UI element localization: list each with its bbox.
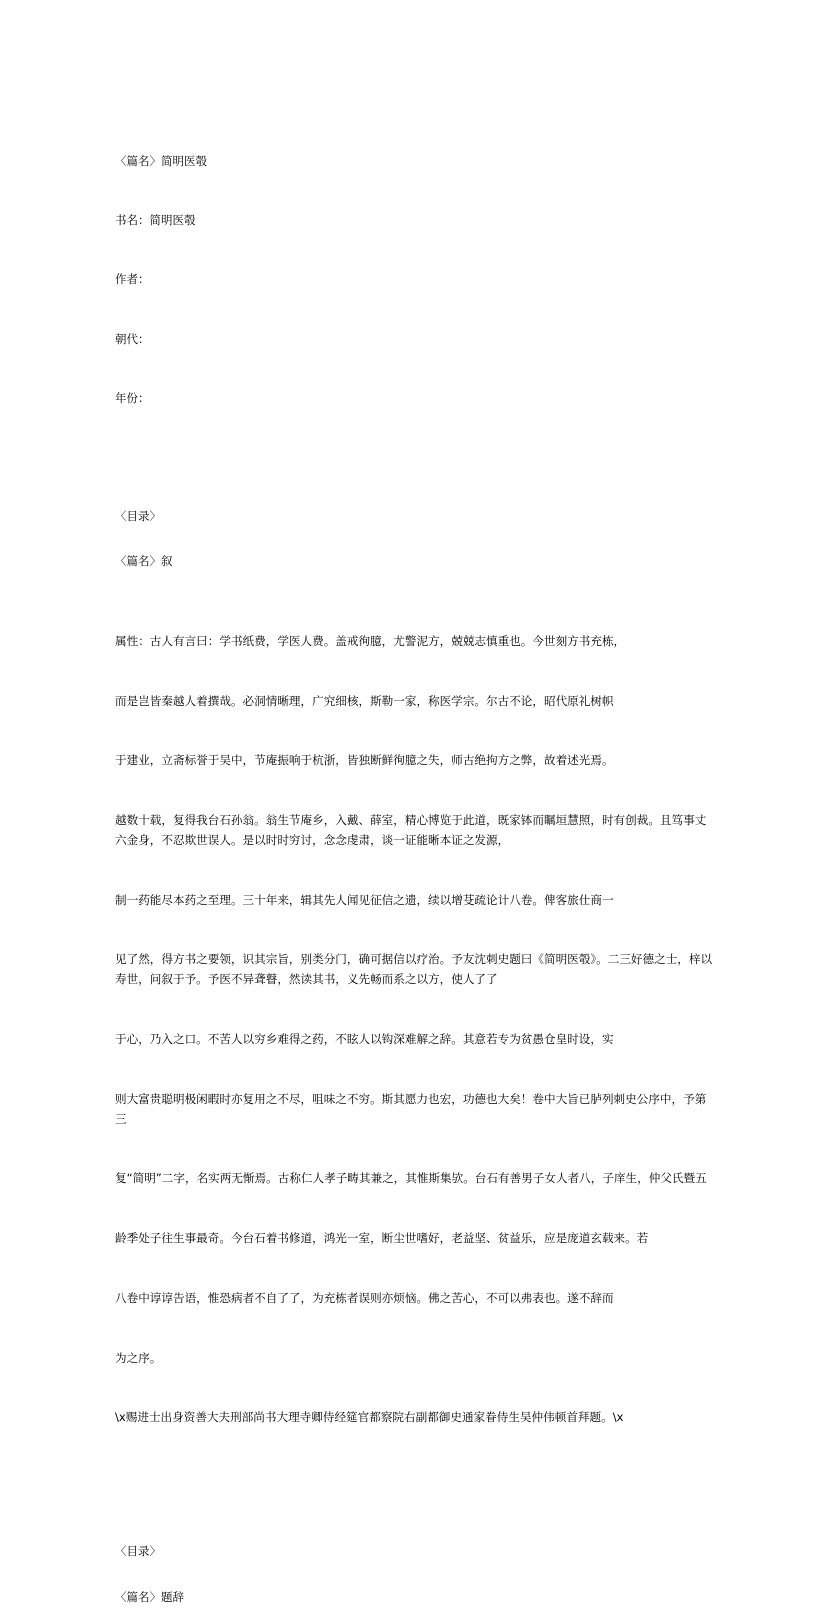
toc-marker-top: 〈目录〉 <box>115 508 161 523</box>
section-title-tici: 〈篇名〉题辞 <box>115 1589 184 1604</box>
spacer-after-toc-top <box>115 526 715 552</box>
year-label: 年份： <box>115 391 150 406</box>
spacer-before-body <box>115 572 715 592</box>
section-title-xu: 〈篇名〉叙 <box>115 554 173 569</box>
spacer-after-body <box>115 1468 715 1542</box>
body-line: 而是岂皆秦越人着撰哉。必洞情晰理，广究细核，斯勒一家，称医学宗。尔古不论，昭代原礼树帜 <box>115 693 614 708</box>
author-label: 作者： <box>115 272 150 287</box>
body-line: 制一药能尽本药之至理。三十年来，辑其先人闻见征信之遗，续以增芟疏论计八卷。俾客旅仕商一 <box>115 892 614 907</box>
document-header <box>115 112 715 449</box>
body-line: 为之序。 <box>115 1350 162 1365</box>
dynasty-label: 朝代： <box>115 331 150 346</box>
body-line: 复“简明”二字，名实两无惭焉。古称仁人孝子畴其兼之，其惟斯集欤。台石有善男子女人者八，子庠生，仲父氏暨五 <box>115 1171 707 1186</box>
spacer-after-toc-bottom <box>115 1562 715 1588</box>
body-line: 则大富贵聪明极闲暇时亦复用之不尽，咀味之不穷。斯其愿力也宏，功德也大矣！卷中大旨已胪列刺史公序中，予第三 <box>115 1091 707 1126</box>
body-line: 越数十载，复得我台石孙翁。翁生节庵乡，入戴、薛室，精心博览于此道，既家钵而瞩垣慧照，时有创裁。且笃事丈六金身，不忍欺世误人。是以时时穷讨，念念虔肃，谈一证能晰本证之发源， <box>115 813 707 848</box>
spacer-after-header <box>115 449 715 507</box>
toc-marker-bottom: 〈目录〉 <box>115 1544 161 1559</box>
body-line: 属性：古人有言曰：学书纸费，学医人费。盖戒徇臆，尤警泥方，兢兢志慎重也。今世刻方书充栋， <box>115 633 626 648</box>
body-line: 八卷中谆谆告语，惟恐病者不自了了，为充栋者误则亦烦恼。佛之苦心，不可以弗表也。遂不辞而 <box>115 1290 614 1305</box>
body-line: 于心，乃入之口。不苦人以穷乡难得之药，不眩人以钩深难解之辞。其意若专为贫愚仓皇时设，实 <box>115 1032 614 1047</box>
body-text-block <box>115 592 717 1468</box>
body-line: \x赐进士出身资善大夫刑部尚书大理寺卿侍经筵官都察院右副都御史通家眷侍生吴仲伟顿首拜题。\x <box>115 1410 624 1425</box>
book-title-label: 书名：简明医彀 <box>115 212 196 227</box>
body-line: 龄季处子往生事最奇。今台石着书修道，鸿光一室，断尘世嗜好，老益坚、贫益乐，应是庞道玄载来。若 <box>115 1231 649 1246</box>
body-line: 于建业，立斋标誉于吴中，节庵振响于杭浙，皆独断鲜徇臆之失，师古绝拘方之弊，故着述光焉。 <box>115 753 614 768</box>
body-line: 见了然，得方书之要领，识其宗旨，别类分门，确可据信以疗治。予友沈刺史题曰《简明医彀》。二三好德之士，梓以寿世，问叙于予。予医不异聋瞽，然读其书，义先畅而系之以方，使人了了 <box>115 952 713 987</box>
chapter-tag: 〈篇名〉简明医彀 <box>115 153 207 168</box>
document-content <box>115 112 715 1608</box>
